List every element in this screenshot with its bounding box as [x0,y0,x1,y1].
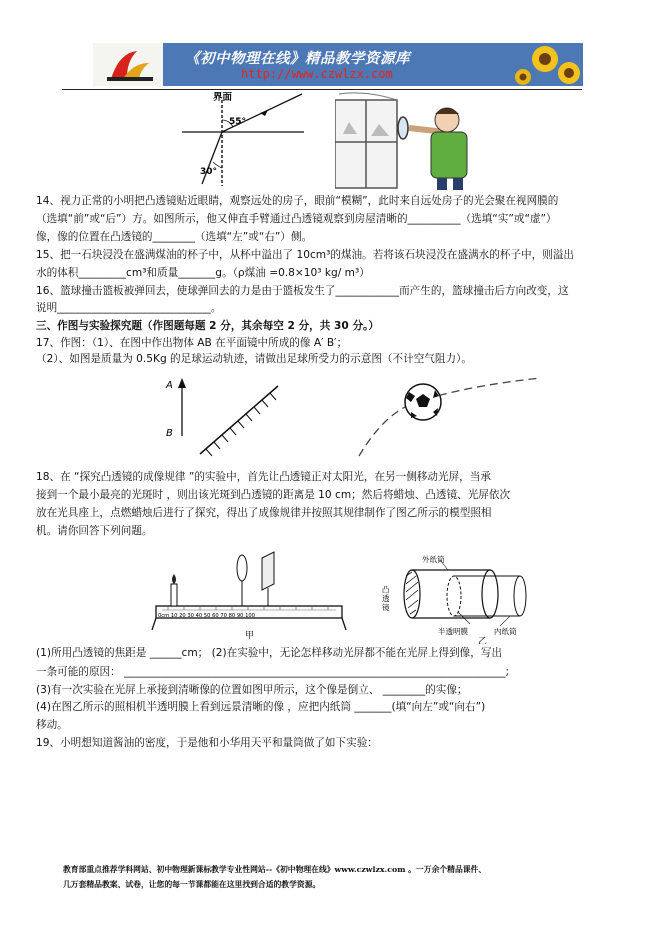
q16-line-1: 16、篮球撞击篮板被弹回去，使球弹回去的力是由于篮板发生了____________而产生的，篮球撞击后方向改变，这 [36,285,569,297]
mirror-hatching [206,393,276,456]
section-three-heading: 三、作图与实验探究题（作图题每题 2 分，其余每空 2 分，共 30 分。） [36,320,379,332]
q14-line-3: 像，像的位置在凸透镜的________（选填“左”或“右”）侧。 [36,231,313,243]
angle-30-label: 30° [200,167,218,177]
outer-tube-label: 外纸筒 [422,555,445,564]
q18-line-4: 机。请你回答下列问题。 [36,525,153,537]
candle-icon [171,574,177,606]
point-b-label: B [166,428,173,439]
football-icon [405,384,441,420]
q18-sub1-line: (1)所用凸透镜的焦距是 ______cm； (2)在实验中，无论怎样移动光屏都不能在光屏上得到像，写出 [36,647,503,659]
footer-line-2: 几万套精品教案、试卷，让您的每一节课都能在这里找到合适的教学资源。 [63,880,321,889]
inner-tube-label: 内纸筒 [494,627,517,636]
q15-line-1: 15、把一石块浸没在盛满煤油的杯子中，从杯中溢出了 10cm³的煤油。若将该石块浸没在盛满水的杯子中，则溢出 [36,249,575,261]
film-label: 半透明膜 [438,627,468,636]
football-figure [345,372,545,458]
header-banner [93,43,583,86]
header-divider [62,89,582,90]
q15-line-2: 水的体积_________cm³和质量_______g。（ρ煤油 =0.8×10³ kg/ m³） [36,267,370,279]
svg-text:镜: 镜 [382,603,390,612]
light-screen-icon [262,552,274,606]
bench-scale-label: 0cm 10 20 30 40 50 60 70 80 90 100 [158,613,256,619]
banner-url: http://www.czwlzx.com [241,67,393,81]
q14-line-1: 14、视力正常的小明把凸透镜贴近眼睛，观察远处的房子，眼前“模糊”，此时来自远处房子的光会聚在视网膜的 [36,195,559,207]
refraction-top-label: 界面 [213,92,233,103]
q18-line-1: 18、在 “探究凸透镜的成像规律 ”的实验中，首先让凸透镜正对太阳光，在另一侧移动光屏，当承 [36,471,491,483]
q19-line-1: 19、小明想知道酱油的密度，于是他和小华用天平和量筒做了如下实验： [36,737,378,749]
convex-lens-icon [237,555,247,606]
q18-sub3-line: (3)有一次实验在光屏上承接到清晰像的位置如图甲所示，这个像是倒立、 ________的实像； [36,684,468,696]
magnifier-icon [398,117,408,139]
bench-caption: 甲 [245,631,255,640]
svg-text:凸: 凸 [382,585,390,594]
banner-title: 《初中物理在线》精品教学资源库 [185,50,410,67]
boy-window-figure [335,92,475,190]
svg-text:透: 透 [382,594,390,603]
q16-line-2: 说明_____________________________。 [36,302,222,314]
footer-line-1: 教育部重点推荐学科网站、初中物理新课标教学专业性网站--《初中物理在线》www.czwlzx.com 。一万余个精品课件、 [63,865,487,874]
lens-label-vertical [382,585,390,612]
q18-sub4-line: (4)在图乙所示的照相机半透明膜上看到远景清晰的像 ，应把内纸筒 _______(填“向左”或“向右”) [36,701,486,713]
q17-line-1: 17、作图：（1）、在图中作出物体 AB 在平面镜中所成的像 A′ B′； [36,337,348,349]
q18-line-2: 接到一个最小最亮的光斑时 ，则出该光斑到凸透镜的距离是 10 cm；然后将蜡烛、凸透镜、光屏依次 [36,489,511,501]
plane-mirror-figure [160,374,280,460]
point-a-label: A [166,380,173,391]
refraction-figure [180,92,304,188]
camera-caption: 乙 [478,637,488,644]
angle-55-label: 55° [229,117,247,127]
q18-sub2-answer: 一条可能的原因： ________________________________________________________________________; [36,666,510,678]
q18-line-3: 放在光具座上，点燃蜡烛后进行了探究，得出了成像规律并按照其规律制作了图乙所示的模型照相 [36,507,492,519]
q14-line-2: （选填“前”或“后”）方。如图所示，他又伸直手臂通过凸透镜观察到房屋清晰的__________（选填“实”或“虚”） [36,213,557,225]
q17-line-2: （2）、如图是质量为 0.5Kg 的足球运动轨迹，请做出足球所受力的示意图（不计空气阻力）。 [36,353,472,365]
optical-bench-figure [150,548,350,640]
model-camera-figure [380,554,592,644]
q18-sub4-end: 移动。 [36,719,68,731]
